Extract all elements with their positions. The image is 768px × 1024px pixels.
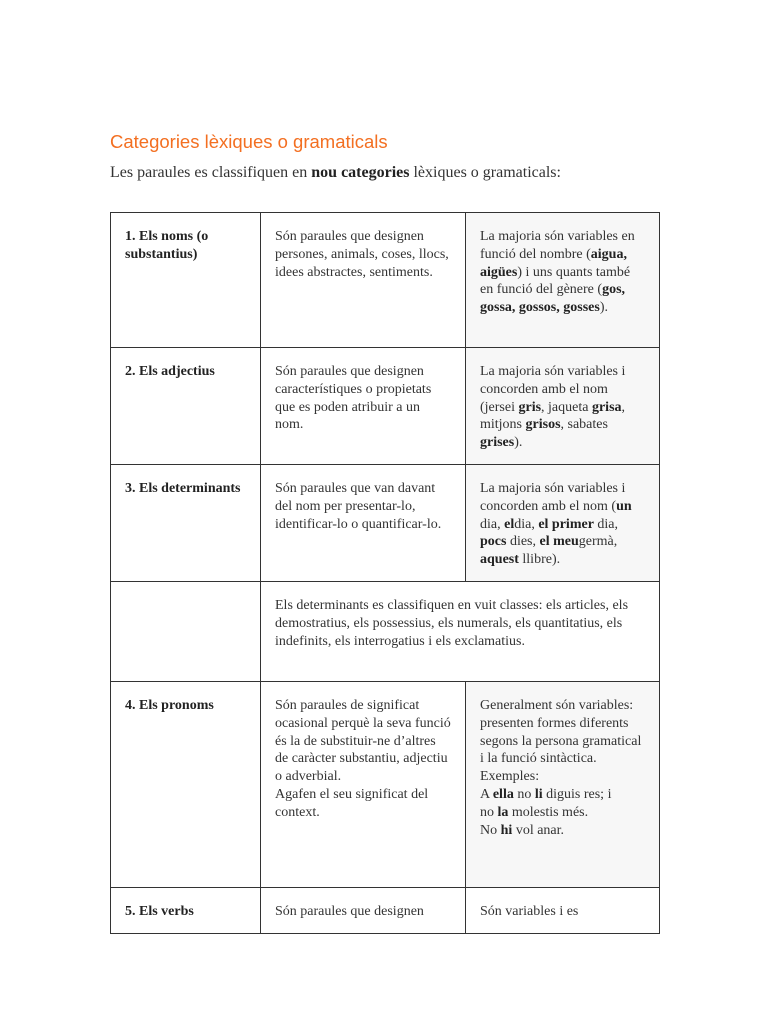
variation-text: dia, bbox=[593, 516, 619, 532]
variation-text: no bbox=[480, 804, 498, 820]
variation-text: , mitjons bbox=[480, 399, 626, 433]
variation-example: gris bbox=[518, 399, 542, 415]
variation-text: La majoria són variables i concorden amb el nom (jersei bbox=[480, 364, 626, 415]
variation-example: hi bbox=[500, 822, 513, 838]
intro-text-bold: nou categories bbox=[311, 164, 410, 181]
table-row bbox=[111, 888, 660, 934]
intro-text-before: Les paraules es classifiquen en bbox=[110, 164, 312, 181]
category-variation-cell bbox=[466, 682, 660, 888]
variation-text: ). bbox=[599, 300, 608, 316]
variation-text: La majoria són variables i concorden amb el nom ( bbox=[480, 481, 626, 514]
table-row bbox=[111, 213, 660, 348]
category-variation-cell: Són variables i es bbox=[466, 888, 660, 934]
variation-text: dies, bbox=[506, 534, 540, 550]
variation-intro: Generalment són variables: presenten formes diferents segons la persona gramatical i la funció sintàctica. bbox=[480, 698, 642, 767]
variation-text: no bbox=[513, 786, 535, 802]
variation-text: A bbox=[480, 786, 493, 802]
definition-text: Són paraules de significat ocasional perquè la seva funció és la de substituir-ne d’altres de caràcter substantiu, adjectiu o adverbial. bbox=[275, 698, 451, 785]
definition-extra-text: Agafen el seu significat del context. bbox=[275, 786, 429, 820]
variation-example: pocs bbox=[480, 534, 507, 550]
variation-example: ella bbox=[492, 786, 514, 802]
category-definition-cell: Són paraules que van davant del nom per presentar-lo, identificar-lo o quantificar-lo. bbox=[261, 465, 466, 582]
category-definition-cell: Són paraules que designen característiques o propietats que es poden atribuir a un nom. bbox=[261, 348, 466, 465]
categories-table bbox=[110, 212, 660, 934]
variation-text: molestis més. bbox=[508, 804, 589, 820]
example-line bbox=[480, 786, 645, 804]
category-name-cell: 4. Els pronoms bbox=[111, 682, 261, 888]
table-row bbox=[111, 348, 660, 465]
variation-example: grisa bbox=[591, 399, 622, 415]
variation-text: , jaqueta bbox=[541, 399, 592, 415]
category-name-cell: 3. Els determinants bbox=[111, 465, 261, 582]
category-variation-cell bbox=[466, 213, 660, 348]
variation-example: el primer bbox=[538, 516, 594, 532]
variation-example: gos, gossa, gossos, gosses bbox=[480, 282, 626, 316]
category-name-cell: 5. Els verbs bbox=[111, 888, 261, 934]
empty-cell bbox=[111, 582, 261, 682]
variation-text: ). bbox=[514, 435, 523, 451]
variation-example: aigua, aigües bbox=[480, 246, 627, 280]
variation-text: dia, bbox=[480, 516, 505, 532]
variation-example: la bbox=[497, 804, 509, 820]
table-row bbox=[111, 582, 660, 682]
category-definition-cell: Són paraules que designen persones, animals, coses, llocs, idees abstractes, sentiments. bbox=[261, 213, 466, 348]
variation-text: llibre). bbox=[518, 552, 561, 568]
determinants-note-cell: Els determinants es classifiquen en vuit classes: els articles, els demostratius, els possessius, els numerals, els quantitatius, els indefinits, els interrogatius i els exclamatius. bbox=[261, 582, 660, 682]
intro-text-after: lèxiques o gramaticals: bbox=[409, 164, 561, 181]
variation-text: vol anar. bbox=[512, 822, 565, 838]
category-variation-cell bbox=[466, 348, 660, 465]
variation-text: ) i uns quants també en funció del gènere ( bbox=[480, 264, 631, 298]
category-definition-cell bbox=[261, 682, 466, 888]
category-definition-cell: Són paraules que designen bbox=[261, 888, 466, 934]
category-name-cell: 1. Els noms (o substantius) bbox=[111, 213, 261, 348]
variation-example: grises bbox=[480, 435, 515, 451]
table-row bbox=[111, 465, 660, 582]
variation-example: un bbox=[616, 498, 632, 514]
variation-example: aquest bbox=[480, 552, 519, 568]
category-name-cell: 2. Els adjectius bbox=[111, 348, 261, 465]
variation-text: No bbox=[480, 822, 501, 838]
category-variation-cell bbox=[466, 465, 660, 582]
page-title: Categories lèxiques o gramaticals bbox=[110, 131, 388, 152]
variation-example: li bbox=[534, 786, 543, 802]
examples-label: Exemples: bbox=[480, 769, 540, 785]
variation-text: , sabates bbox=[560, 417, 608, 433]
variation-example: grisos bbox=[525, 417, 561, 433]
variation-text: dia, bbox=[514, 516, 539, 532]
table-row bbox=[111, 682, 660, 888]
variation-example: el bbox=[504, 516, 515, 532]
variation-text: La majoria són variables en funció del nombre ( bbox=[480, 229, 635, 262]
variation-text: germà, bbox=[578, 534, 618, 550]
example-line bbox=[480, 804, 645, 822]
intro-paragraph bbox=[110, 162, 561, 184]
variation-example: el meu bbox=[539, 534, 579, 550]
variation-text: diguis res; i bbox=[542, 786, 612, 802]
example-line bbox=[480, 822, 645, 840]
